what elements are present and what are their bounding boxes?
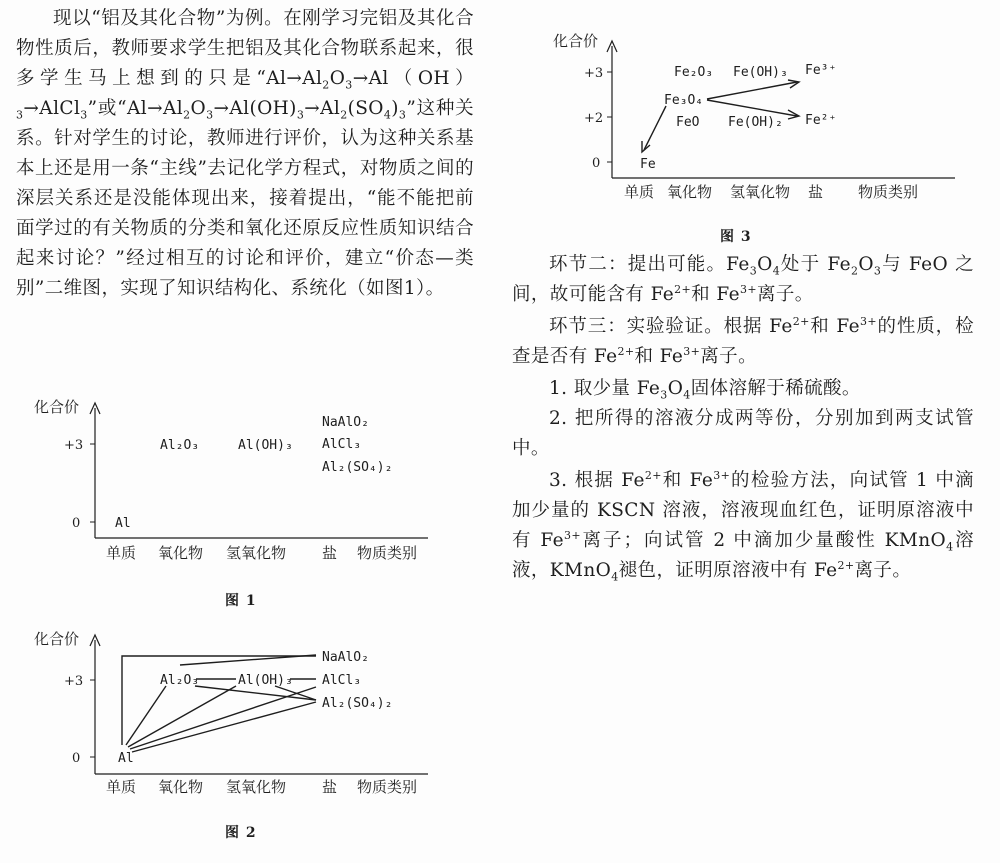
figure-1-x-category: 氢氧化物 (226, 544, 287, 562)
figure-1-node-aloh3: Al(OH)₃ (238, 438, 293, 453)
figure-2-caption: 图 2 (225, 825, 257, 841)
figure-2-node-alcl3: AlCl₃ (322, 673, 362, 688)
figure-1-x-category: 单质 (106, 544, 137, 562)
procedure-step-3: 3. 根据 $Fe^{2+}$和 $Fe^{3+}$的检验方法，向试管 1 中滴加少量的 KSCN 溶液，溶液现血红色，证明原溶液中有 $Fe^{3+}$离子；向试管 2 中滴加少量酸性 KMnO$_4$溶液，KMnO$_4$褪色，证明原溶液中有 $Fe^{2+}$离子。 (512, 468, 974, 584)
figure-3-x-category: 氧化物 (667, 183, 713, 201)
figure-2-x-category: 氧化物 (158, 778, 204, 796)
figure-2-x-category: 单质 (106, 778, 137, 796)
figure-2-x-category: 盐 (322, 778, 338, 796)
figure-3-caption: 图 3 (720, 229, 752, 245)
figure-1-node-al2so43: Al₂(SO₄)₂ (322, 460, 393, 475)
figure-2-node-naalo2: NaAlO₂ (322, 650, 369, 665)
figure-1-caption: 图 1 (225, 593, 257, 609)
figure-3-node-fe: Fe (640, 157, 656, 172)
step-two-paragraph: 环节二：提出可能。$Fe_3O_4$处于 $Fe_2O_3$与 FeO 之间，故可能含有 $Fe^{2+}$和 $Fe^{3+}$离子。 (512, 254, 974, 305)
intro-paragraph: 现以“铝及其化合物”为例。在刚学习完铝及其化合物性质后，教师要求学生把铝及其化合物联系起来，很多学生马上想到的只是“$Al\to Al_2O_3\to Al(OH)_3\to AlCl_3$”或“$Al\to Al_2O_3\to Al(OH)_3\to Al_2(SO_4)_3$”这种关系。针对学生的讨论，教师进行评价，认为这种关系基本上还是用一条“主线”去记化学方程式，对物质之间的深层关系还是没能体现出来，接着提出，“能不能把前面学过的有关物质的分类和氧化还原反应性质知识结合起来讨论？”经过相互的讨论和评价，建立“价态—类别”二维图，实现了知识结构化、系统化（如图1）。 (16, 8, 474, 299)
figure-1-y-title: 化合价 (34, 398, 80, 416)
figure-3-node-fe3o4: Fe₃O₄ (664, 93, 704, 108)
figure-3-y-title: 化合价 (553, 32, 599, 50)
figure-3-node-feo: FeO (676, 115, 700, 130)
figure-1-node-alcl3: AlCl₃ (322, 437, 362, 452)
figure-1-x-category: 氧化物 (158, 544, 204, 562)
figure-1-x-category: 盐 (322, 544, 338, 562)
figure-2-y-tick: +3 (64, 674, 84, 689)
step-three-paragraph: 环节三：实验验证。根据 $Fe^{2+}$和 $Fe^{3+}$的性质，检查是否有 $Fe^{2+}$和 $Fe^{3+}$离子。 (512, 314, 974, 367)
procedure-step-1: 1. 取少量 $Fe_3O_4$固体溶解于稀硫酸。 (549, 378, 861, 402)
figure-3-x-category: 单质 (624, 183, 655, 201)
figure-1-node-al2o3: Al₂O₃ (160, 438, 200, 453)
figure-2-x-category: 氢氧化物 (226, 778, 287, 796)
figure-3-node-fe2o3: Fe₂O₃ (674, 65, 714, 80)
figure-3-x-category: 氢氧化物 (730, 183, 791, 201)
figure-2-node-al2so43: Al₂(SO₄)₂ (322, 696, 393, 711)
figure-3-y-tick: +2 (584, 111, 604, 126)
figure-3-node-feoh3: Fe(OH)₃ (733, 65, 788, 80)
figure-2-node-aloh3: Al(OH)₃ (238, 673, 293, 688)
figure-3-node-feoh2: Fe(OH)₂ (728, 115, 783, 130)
procedure-step-2: 2. 把所得的溶液分成两等份，分别加到两支试管中。 (512, 408, 974, 459)
figure-2-y-title: 化合价 (34, 630, 80, 648)
figure-2-x-title: 物质类别 (357, 778, 418, 796)
figure-1-y-tick: 0 (72, 516, 81, 531)
figure-3-y-tick: +3 (584, 66, 604, 81)
figure-3-y-tick: 0 (592, 156, 601, 171)
figure-1-y-tick: +3 (64, 438, 84, 453)
figure-1-node-al: Al (115, 516, 131, 531)
figure-1-node-naalo2: NaAlO₂ (322, 415, 369, 430)
figure-1-x-title: 物质类别 (357, 544, 418, 562)
figure-2-y-tick: 0 (72, 751, 81, 766)
figure-3-x-category: 盐 (808, 183, 824, 201)
figure-2-node-al2o3: Al₂O₃ (160, 673, 200, 688)
figure-3-x-title: 物质类别 (858, 183, 919, 201)
figure-3-node-fe2plus: Fe²⁺ (805, 113, 837, 128)
figure-3-node-fe3plus: Fe³⁺ (805, 63, 837, 78)
figure-2-node-al: Al (118, 751, 134, 766)
